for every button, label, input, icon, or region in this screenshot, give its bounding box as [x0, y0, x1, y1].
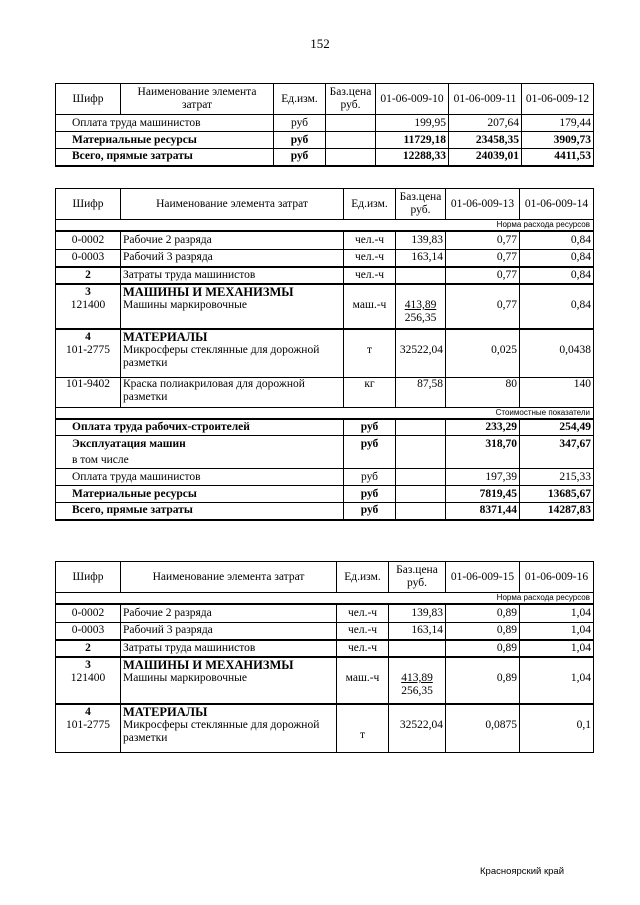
row-value-2: 0,84 — [520, 267, 594, 284]
row-code: 0-0002 — [56, 231, 121, 249]
row-value-1: 7819,45 — [446, 486, 520, 503]
empty-cell — [344, 453, 396, 469]
row-code: 3 — [56, 657, 121, 672]
table-row — [56, 622, 594, 640]
header-col-1: 01-06-009-15 — [446, 562, 520, 593]
cost-label: Стоимостные показатели — [56, 407, 594, 419]
row-value-2: 140 — [520, 377, 594, 407]
table-row — [56, 503, 594, 520]
row-value-1: 80 — [446, 377, 520, 407]
row-price: 163,14 — [389, 622, 446, 640]
row-value-1: 0,89 — [446, 604, 520, 622]
page-number: 152 — [310, 36, 330, 51]
row-value-2: 14287,83 — [520, 503, 594, 520]
row-name: Машины маркировочные — [121, 672, 337, 704]
empty-cell — [520, 657, 594, 672]
row-price — [326, 115, 376, 132]
price-base: 256,35 — [401, 685, 433, 697]
row-price — [396, 299, 446, 329]
price-current: 413,89 — [404, 299, 437, 311]
row-price — [396, 436, 446, 453]
row-unit: кг — [344, 377, 396, 407]
row-price: 32522,04 — [389, 719, 446, 752]
table-row — [56, 453, 594, 469]
row-code: 121400 — [56, 672, 121, 704]
empty-cell — [344, 284, 396, 299]
row-price: 139,83 — [396, 231, 446, 249]
row-name: Рабочий 3 разряда — [121, 249, 344, 267]
table-1 — [55, 83, 594, 167]
table-row — [56, 249, 594, 267]
row-value-3: 3909,73 — [522, 132, 594, 149]
row-value-2: 0,84 — [520, 299, 594, 329]
header-name: Наименование элемента затрат — [121, 562, 337, 593]
row-name: Затраты труда машинистов — [121, 640, 337, 657]
row-value-1: 233,29 — [446, 419, 520, 436]
row-code: 0-0003 — [56, 622, 121, 640]
row-value-1: 8371,44 — [446, 503, 520, 520]
header-name: Наименование элемента затрат — [121, 189, 344, 220]
table-2 — [55, 188, 594, 521]
row-value-2: 1,04 — [520, 622, 594, 640]
norm-label: Норма расхода ресурсов — [56, 593, 594, 605]
footer-region: Красноярский край — [480, 866, 564, 877]
row-name: Оплата труда машинистов — [56, 469, 344, 486]
empty-cell — [396, 453, 446, 469]
empty-cell — [337, 657, 389, 672]
row-unit: руб — [274, 149, 326, 166]
row-value-2: 207,64 — [449, 115, 522, 132]
price-current: 413,89 — [401, 672, 433, 684]
table-row — [56, 231, 594, 249]
header-col-2: 01-06-009-14 — [520, 189, 594, 220]
table-row — [56, 267, 594, 284]
row-unit: чел.-ч — [337, 604, 389, 622]
section-title: МАТЕРИАЛЫ — [121, 704, 337, 719]
row-price — [396, 419, 446, 436]
empty-cell — [446, 453, 520, 469]
row-value-2: 13685,67 — [520, 486, 594, 503]
row-value-2: 1,04 — [520, 604, 594, 622]
row-value-1: 199,95 — [376, 115, 449, 132]
header-code: Шифр — [56, 84, 121, 115]
row-price: 163,14 — [396, 249, 446, 267]
row-unit: т — [337, 719, 389, 752]
table-row — [56, 377, 594, 407]
row-unit: руб — [274, 115, 326, 132]
table-row — [56, 640, 594, 657]
row-price — [389, 640, 446, 657]
row-unit: чел.-ч — [337, 640, 389, 657]
row-code: 121400 — [56, 299, 121, 329]
empty-cell — [389, 704, 446, 719]
table-row — [56, 115, 594, 132]
row-unit: маш.-ч — [344, 299, 396, 329]
row-code: 101-2775 — [56, 719, 121, 752]
row-unit: руб — [344, 503, 396, 520]
header-name: Наименование элемента затрат — [121, 84, 274, 115]
row-price — [396, 486, 446, 503]
header-code: Шифр — [56, 189, 121, 220]
row-value-2: 347,67 — [520, 436, 594, 453]
section-row — [56, 657, 594, 672]
row-value-2: 0,84 — [520, 231, 594, 249]
empty-cell — [446, 284, 520, 299]
header-unit: Ед.изм. — [274, 84, 326, 115]
row-value-1: 0,025 — [446, 344, 520, 377]
row-price: 87,58 — [396, 377, 446, 407]
table-row — [56, 419, 594, 436]
row-unit: чел.-ч — [344, 249, 396, 267]
row-unit: руб — [344, 436, 396, 453]
row-value-1: 0,77 — [446, 249, 520, 267]
row-value-2: 0,1 — [520, 719, 594, 752]
row-value-3: 179,44 — [522, 115, 594, 132]
row-price — [326, 132, 376, 149]
row-unit: руб — [274, 132, 326, 149]
row-name: Всего, прямые затраты — [56, 149, 274, 166]
header-price: Баз.цена руб. — [396, 189, 446, 220]
row-value-2: 0,0438 — [520, 344, 594, 377]
row-price — [396, 503, 446, 520]
empty-cell — [396, 284, 446, 299]
row-name: Затраты труда машинистов — [121, 267, 344, 284]
row-value-1: 197,39 — [446, 469, 520, 486]
empty-cell — [337, 704, 389, 719]
empty-cell — [520, 284, 594, 299]
empty-cell — [396, 329, 446, 344]
section-label-row — [56, 220, 594, 232]
header-price: Баз.цена руб. — [389, 562, 446, 593]
header-unit: Ед.изм. — [344, 189, 396, 220]
table-row — [56, 604, 594, 622]
empty-cell — [520, 704, 594, 719]
row-unit: маш.-ч — [337, 672, 389, 704]
section-title: МАТЕРИАЛЫ — [121, 329, 344, 344]
empty-cell — [389, 657, 446, 672]
header-col-2: 01-06-009-11 — [449, 84, 522, 115]
row-code: 2 — [56, 267, 121, 284]
row-value-2: 23458,35 — [449, 132, 522, 149]
row-name: Микросферы стеклянные для дорожной разметки — [121, 344, 344, 377]
section-label-row — [56, 407, 594, 419]
empty-cell — [446, 704, 520, 719]
row-value-1: 0,89 — [446, 622, 520, 640]
header-col-1: 01-06-009-13 — [446, 189, 520, 220]
row-unit: руб — [344, 419, 396, 436]
row-name: Рабочий 3 разряда — [121, 622, 337, 640]
row-value-1: 0,77 — [446, 299, 520, 329]
row-name: Всего, прямые затраты — [56, 503, 344, 520]
table-row — [56, 486, 594, 503]
row-value-2: 1,04 — [520, 640, 594, 657]
row-unit: чел.-ч — [337, 622, 389, 640]
section-row — [56, 704, 594, 719]
row-value-1: 12288,33 — [376, 149, 449, 166]
table-row — [56, 436, 594, 453]
empty-cell — [344, 329, 396, 344]
row-value-1: 0,0875 — [446, 719, 520, 752]
row-name: Рабочие 2 разряда — [121, 604, 337, 622]
row-name: Микросферы стеклянные для дорожной разметки — [121, 719, 337, 752]
row-code: 101-9402 — [56, 377, 121, 407]
row-value-2: 1,04 — [520, 672, 594, 704]
row-unit: чел.-ч — [344, 231, 396, 249]
row-name: Материальные ресурсы — [56, 486, 344, 503]
table-row — [56, 132, 594, 149]
table-row — [56, 149, 594, 166]
row-name: Оплата труда рабочих-строителей — [56, 419, 344, 436]
row-value-1: 11729,18 — [376, 132, 449, 149]
header-unit: Ед.изм. — [337, 562, 389, 593]
section-title: МАШИНЫ И МЕХАНИЗМЫ — [121, 284, 344, 299]
row-code: 3 — [56, 284, 121, 299]
row-name: Оплата труда машинистов — [56, 115, 274, 132]
row-code: 0-0002 — [56, 604, 121, 622]
empty-cell — [520, 453, 594, 469]
header-price: Баз.цена руб. — [326, 84, 376, 115]
row-value-1: 318,70 — [446, 436, 520, 453]
row-unit: т — [344, 344, 396, 377]
row-name: Материальные ресурсы — [56, 132, 274, 149]
empty-cell — [446, 329, 520, 344]
section-label-row — [56, 593, 594, 605]
section-row — [56, 284, 594, 299]
row-unit: руб — [344, 486, 396, 503]
row-price — [326, 149, 376, 166]
row-value-1: 0,77 — [446, 231, 520, 249]
header-col-3: 01-06-009-12 — [522, 84, 594, 115]
row-value-2: 24039,01 — [449, 149, 522, 166]
row-value-2: 0,84 — [520, 249, 594, 267]
table-header — [56, 562, 594, 593]
empty-cell — [446, 657, 520, 672]
row-price: 139,83 — [389, 604, 446, 622]
table-row — [56, 344, 594, 377]
row-price — [396, 469, 446, 486]
row-value-1: 0,89 — [446, 672, 520, 704]
row-code: 2 — [56, 640, 121, 657]
table-row — [56, 672, 594, 704]
row-price — [396, 267, 446, 284]
row-code: 4 — [56, 329, 121, 344]
row-price — [389, 672, 446, 704]
table-row — [56, 299, 594, 329]
row-code: 101-2775 — [56, 344, 121, 377]
row-code: 4 — [56, 704, 121, 719]
table-row — [56, 719, 594, 752]
row-unit: чел.-ч — [344, 267, 396, 284]
header-col-1: 01-06-009-10 — [376, 84, 449, 115]
row-name: Краска полиакриловая для дорожной разметки — [121, 377, 344, 407]
row-name: Эксплуатация машин — [56, 436, 344, 453]
table-header — [56, 189, 594, 220]
row-name: в том числе — [56, 453, 344, 469]
row-value-1: 0,77 — [446, 267, 520, 284]
row-value-3: 4411,53 — [522, 149, 594, 166]
row-unit: руб — [344, 469, 396, 486]
table-header — [56, 84, 594, 115]
row-code: 0-0003 — [56, 249, 121, 267]
header-code: Шифр — [56, 562, 121, 593]
row-price: 32522,04 — [396, 344, 446, 377]
row-name: Рабочие 2 разряда — [121, 231, 344, 249]
row-value-2: 215,33 — [520, 469, 594, 486]
price-base: 256,35 — [404, 312, 437, 324]
empty-cell — [520, 329, 594, 344]
row-value-2: 254,49 — [520, 419, 594, 436]
header-col-2: 01-06-009-16 — [520, 562, 594, 593]
row-value-1: 0,89 — [446, 640, 520, 657]
section-row — [56, 329, 594, 344]
table-3 — [55, 561, 594, 753]
row-name: Машины маркировочные — [121, 299, 344, 329]
norm-label: Норма расхода ресурсов — [56, 220, 594, 232]
section-title: МАШИНЫ И МЕХАНИЗМЫ — [121, 657, 337, 672]
table-row — [56, 469, 594, 486]
